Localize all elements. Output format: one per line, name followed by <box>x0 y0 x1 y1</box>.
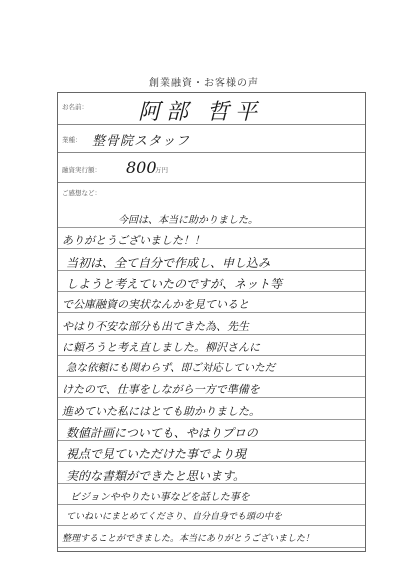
impression-line: 実的な書類ができたと思います。 <box>66 468 246 483</box>
impression-line: ありがとうございました！！ <box>62 234 205 248</box>
ruled-line <box>58 376 365 377</box>
ruled-line <box>58 334 365 335</box>
name-value: 阿部 哲平 <box>138 100 263 125</box>
ruled-line <box>58 547 365 548</box>
ruled-line <box>58 419 365 420</box>
ruled-line <box>58 227 365 228</box>
impression-line: 視点で見ていただけた事でより現 <box>66 447 247 462</box>
impression-line: 数値計画についても、やはりプロの <box>66 426 258 440</box>
name-label: お名前： <box>62 103 88 111</box>
impression-line: 今回は、本当に助かりました。 <box>118 215 258 226</box>
ruled-line <box>58 525 365 526</box>
ruled-line <box>58 248 365 249</box>
impression-line: 当初は、全て自分で作成し、申し込み <box>66 255 271 270</box>
impression-line: やはり不安な部分も出てきた為、先生 <box>62 319 249 333</box>
ruled-line <box>58 504 365 505</box>
impression-line: ていねいにまとめてくださり、自分自身でも頭の中を <box>66 512 283 523</box>
amount-unit: 万円 <box>155 166 168 174</box>
ruled-line <box>58 312 365 313</box>
impression-line: に頼ろうと考え直しました。柳沢さんに <box>62 340 260 354</box>
impression-line: ビジョンややりたい事などを話した事を <box>70 491 250 503</box>
amount-row <box>58 153 365 183</box>
impression-line: 進めていた私にはとても助かりました。 <box>62 404 260 418</box>
impression-line: けたので、仕事をしながら一方で準備を <box>62 383 260 397</box>
impression-label: ご感想など： <box>62 189 101 197</box>
impression-line: 整理することができました。本当にありがとうございました！ <box>62 533 315 544</box>
impression-line: で公庫融資の実状なんかを見ていると <box>62 298 249 312</box>
name-row <box>58 93 365 125</box>
ruled-line <box>58 355 365 356</box>
industry-row <box>58 125 365 153</box>
amount-label: 融資実行額： <box>62 166 101 174</box>
ruled-line <box>58 397 365 398</box>
industry-label: 業種： <box>62 136 82 144</box>
form-title: 創業融資・お客様の声 <box>149 78 259 89</box>
testimonial-form <box>57 92 366 552</box>
amount-value: 800 <box>126 158 157 177</box>
impression-line: しようと考えていたのですが、ネット等 <box>66 276 283 291</box>
industry-value: 整骨院スタッフ <box>92 134 191 149</box>
impression-line: 急な依頼にも関わらず、即ご対応していただ <box>66 362 276 375</box>
